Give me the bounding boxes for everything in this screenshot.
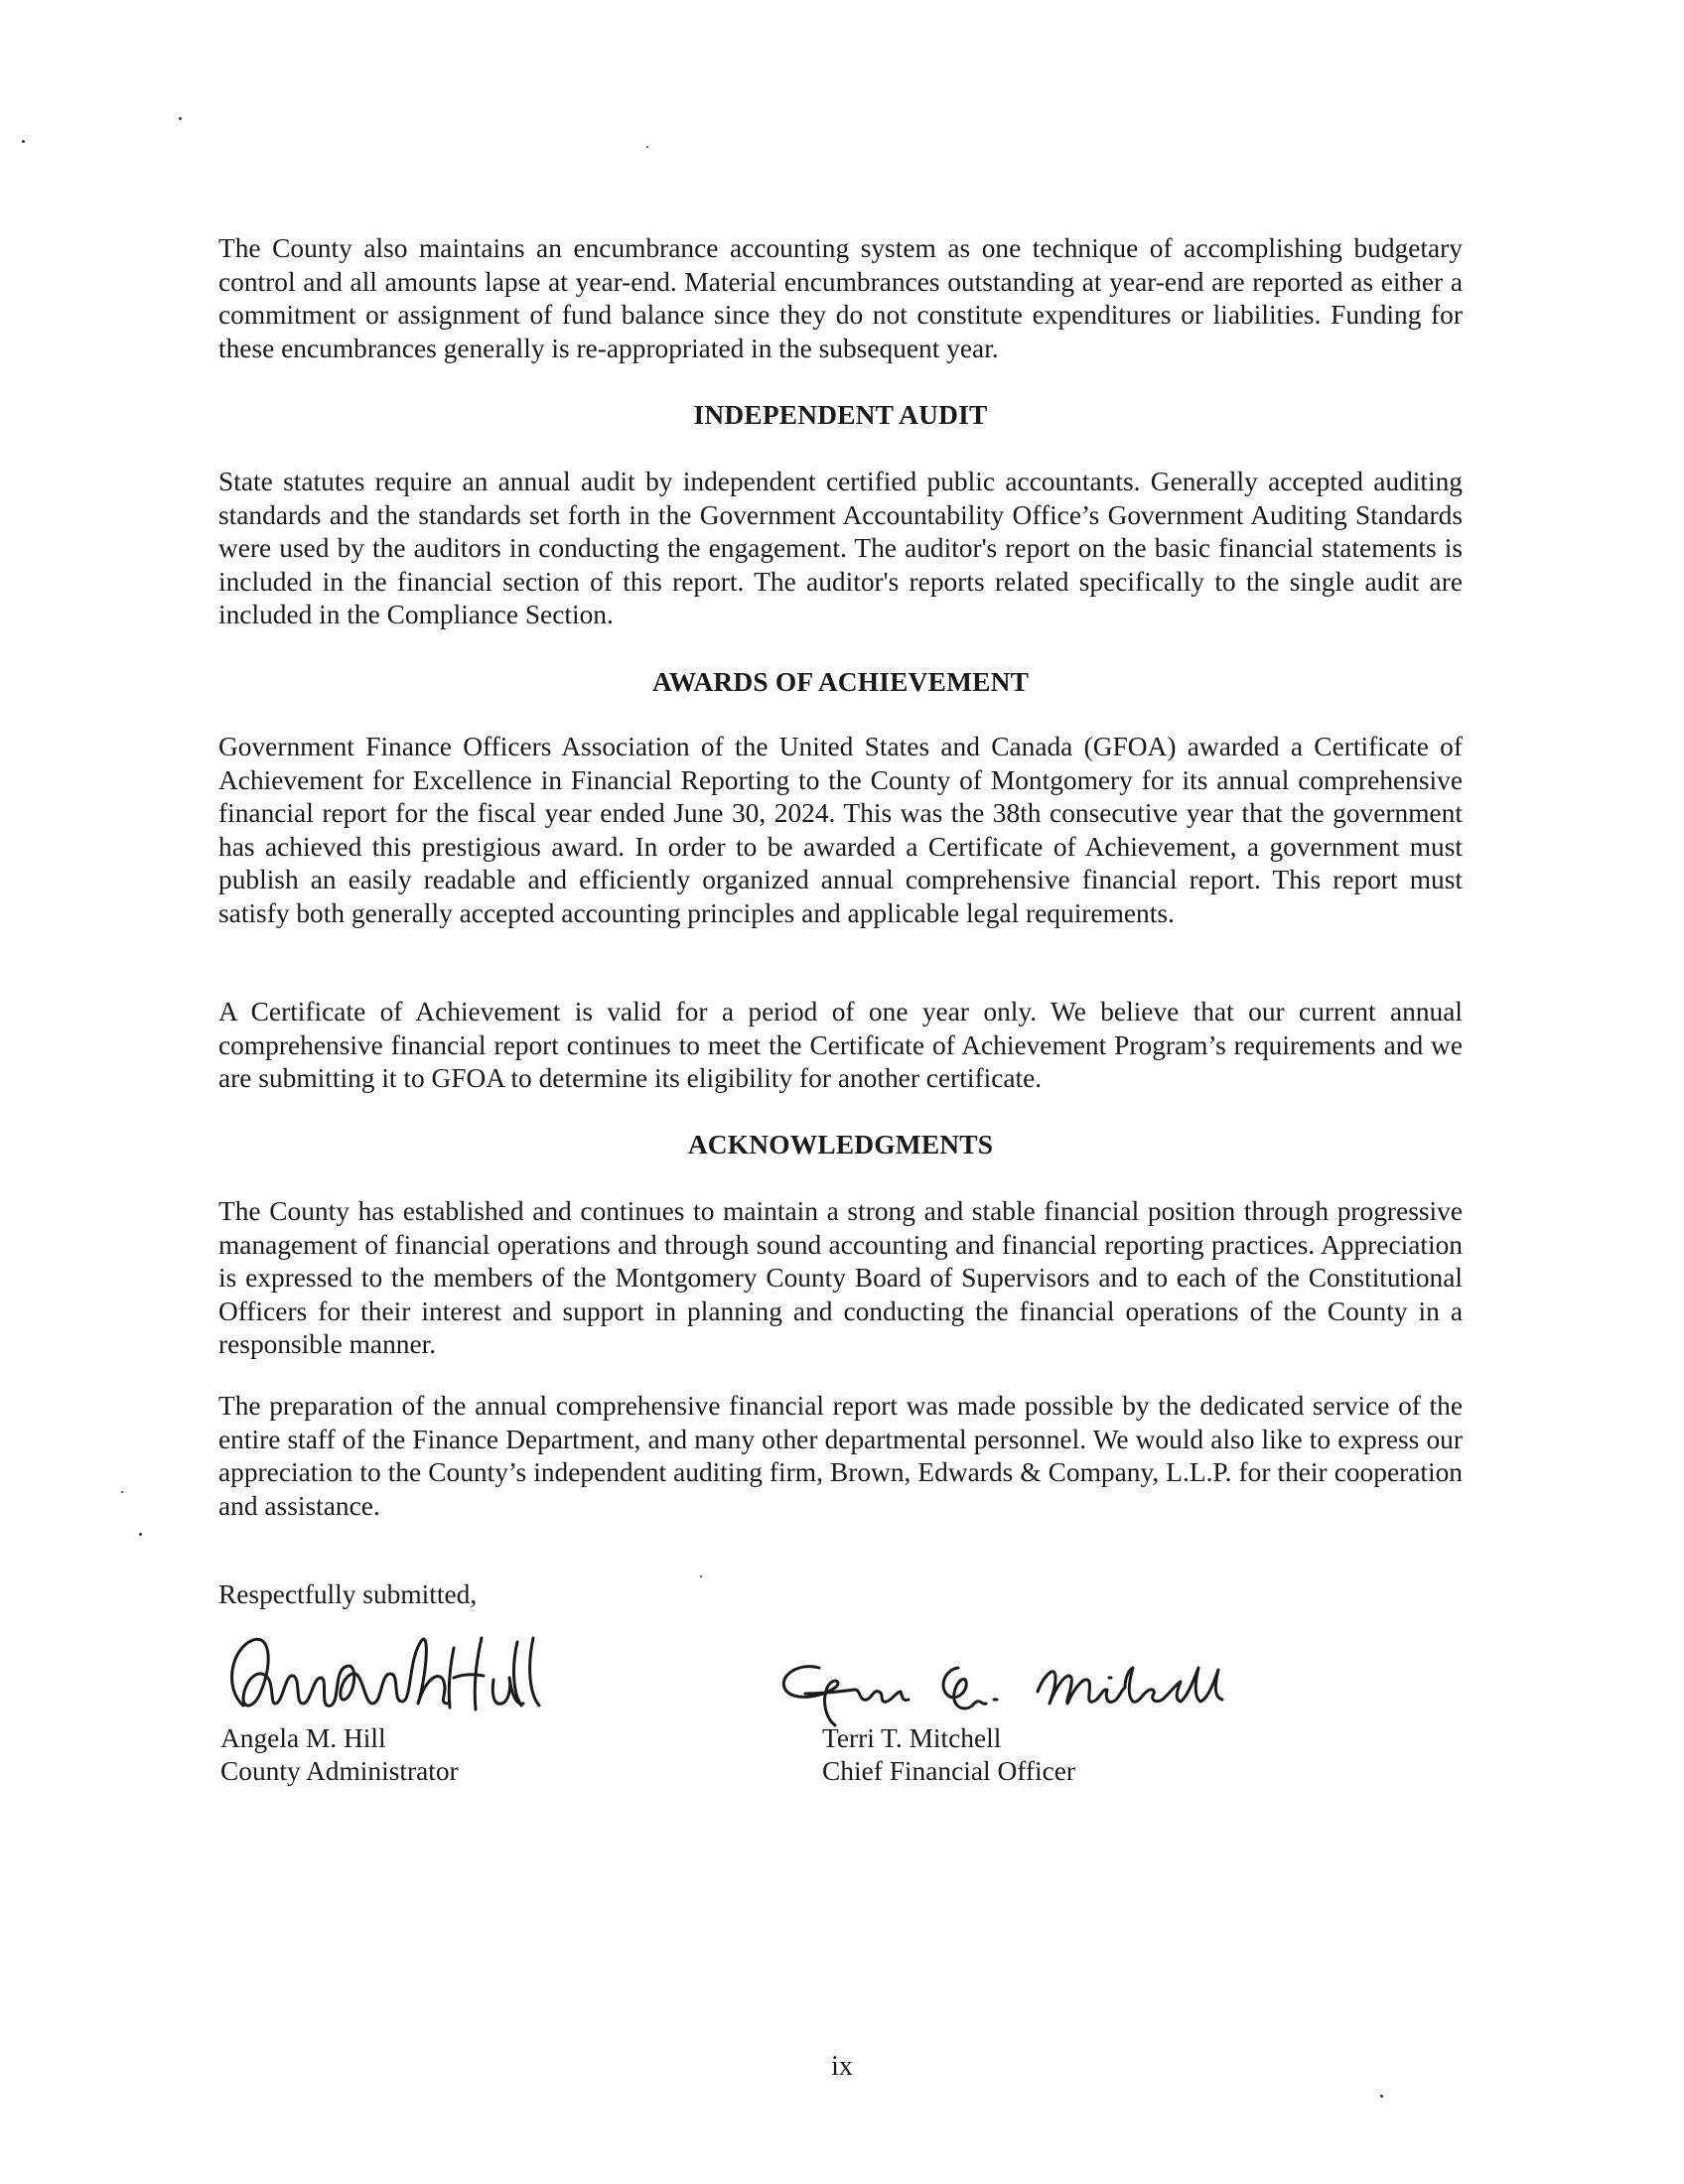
acknowledgments-body-2: [218, 1390, 1463, 1523]
signatory-title-2: Chief Financial Officer: [822, 1756, 1076, 1786]
scan-speck: [139, 1533, 142, 1536]
closing-text: Respectfully submitted,: [218, 1579, 478, 1609]
acknowledgments-body: [218, 1195, 1463, 1362]
independent-audit-section: [218, 399, 1463, 432]
paragraph-encumbrance: The County also maintains an encumbrance accounting system as one technique of accomplishing budgetary control and all amounts lapse at year-end. Material encumbrances outstanding at year-end are reported as either a commitment or assignment of fund balance since they do not constitute expenditures or liabilities. Funding for these encumbrances generally is re-appropriated in the subsequent year.: [218, 233, 1463, 363]
encumbrance-section: [218, 232, 1463, 365]
scan-speck: [22, 140, 25, 143]
heading-independent-audit: INDEPENDENT AUDIT: [693, 400, 988, 430]
heading-acknowledgments: ACKNOWLEDGMENTS: [687, 1130, 994, 1160]
paragraph-gfoa-award: Government Finance Officers Association of the United States and Canada (GFOA) awarded a Certificate of Achievement for Excellence in Financial Reporting to the County of Montgomery for its annual comprehensive financial report for the fiscal year ended June 30, 2024. This was the 38th consecutive year that the government has achieved this prestigious award. In order to be awarded a Certificate of Achievement, a government must publish an easily readable and efficiently organized annual comprehensive financial report. This report must satisfy both generally accepted accounting principles and applicable legal requirements.: [218, 732, 1463, 928]
scan-speck: [646, 146, 648, 148]
paragraph-independent-audit: State statutes require an annual audit by independent certified public accountants. Generally accepted auditing standards and the standards set forth in the Government Accountability Office’s Government Auditing Standards were used by the auditors in conducting the engagement. The auditor's report on the basic financial statements is included in the financial section of this report. The auditor's reports related specifically to the single audit are included in the Compliance Section.: [218, 467, 1463, 630]
scan-speck: [121, 1491, 123, 1493]
scan-speck: [700, 1575, 702, 1577]
signature-angela-hill: [213, 1618, 551, 1727]
awards-body: [218, 731, 1463, 931]
signatory-title-1: County Administrator: [220, 1756, 459, 1786]
awards-body-2: [218, 996, 1463, 1096]
paragraph-acknowledgments: The County has established and continues to maintain a strong and stable financial position through progressive management of financial operations and through sound accounting and financial reporting practices. Appreciation is expressed to the members of the Montgomery County Board of Supervisors and to each of the Constitutional Officers for their interest and support in planning and conducting the financial operations of the County in a responsible manner.: [218, 1196, 1463, 1360]
page-number: ix: [831, 2051, 853, 2082]
awards-section: [218, 666, 1463, 699]
acknowledgments-section: [218, 1129, 1463, 1161]
signatory-name-1: Angela M. Hill: [220, 1723, 386, 1753]
scan-speck: [1380, 2095, 1383, 2098]
independent-audit-body: [218, 466, 1463, 632]
heading-awards-of-achievement: AWARDS OF ACHIEVEMENT: [651, 667, 1030, 697]
signatory-name-2: Terri T. Mitchell: [822, 1723, 1002, 1753]
paragraph-preparation: The preparation of the annual comprehensive financial report was made possible by the dedicated service of the entire staff of the Finance Department, and many other departmental personnel. We would also like to express our appreciation to the County’s independent auditing firm, Brown, Edwards & Company, L.L.P. for their cooperation and assistance.: [218, 1391, 1463, 1521]
paragraph-certificate-validity: A Certificate of Achievement is valid for a period of one year only. We believe that our current annual comprehensive financial report continues to meet the Certificate of Achievement Program’s requirements and we are submitting it to GFOA to determine its eligibility for another certificate.: [218, 997, 1463, 1094]
scan-speck: [179, 117, 182, 120]
